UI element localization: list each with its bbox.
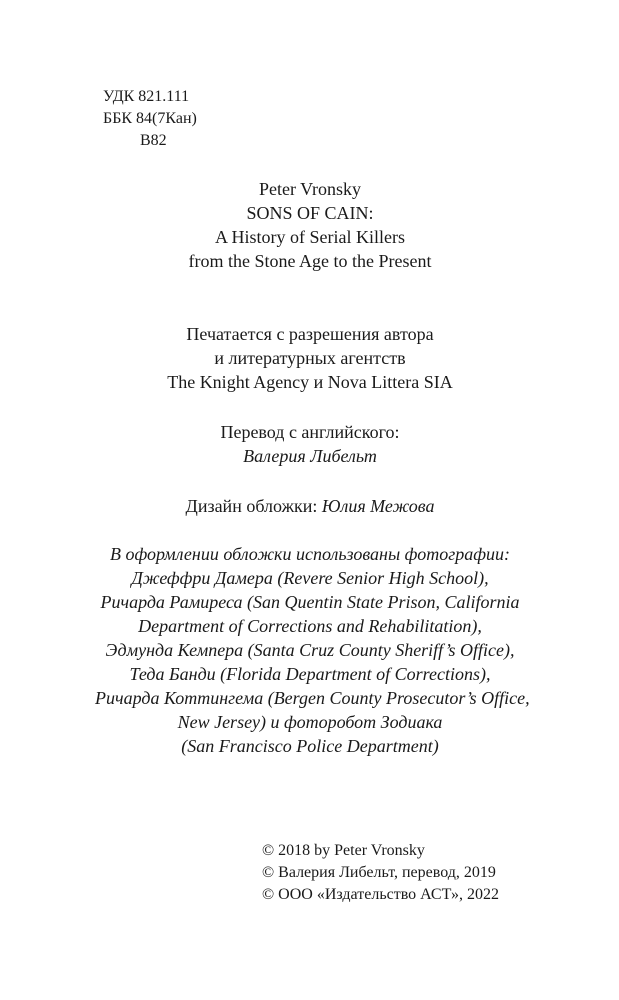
permission-line-3: The Knight Agency и Nova Littera SIA bbox=[167, 372, 453, 392]
photo-credit-line: Ричарда Рамиреса (San Quentin State Prison, California bbox=[100, 592, 520, 612]
classification-codes bbox=[103, 86, 197, 152]
permission-line-1: Печатается с разрешения автора bbox=[186, 324, 434, 344]
photo-credit-line: В оформлении обложки использованы фотографии: bbox=[109, 544, 510, 564]
cover-photo-credits bbox=[95, 542, 530, 758]
photo-credit-line: Эдмунда Кемпера (Santa Cruz County Sheriff’s Office), bbox=[105, 640, 515, 660]
permission-notice bbox=[100, 322, 520, 394]
original-title-block bbox=[100, 177, 520, 273]
udk-code: УДК 821.111 bbox=[103, 88, 190, 105]
photo-credit-line: Теда Банди (Florida Department of Corrections), bbox=[129, 664, 491, 684]
copyright-author: © 2018 by Peter Vronsky bbox=[262, 842, 425, 859]
photo-credit-line: Ричарда Коттингема (Bergen County Prosecutor’s Office, bbox=[95, 688, 530, 708]
cover-design-label: Дизайн обложки: bbox=[185, 496, 318, 516]
copyright-translation: © Валерия Либельт, перевод, 2019 bbox=[262, 864, 496, 881]
photo-credit-line: New Jersey) и фоторобот Зодиака bbox=[177, 712, 443, 732]
original-title: SONS OF CAIN: bbox=[246, 203, 374, 223]
author-sign-code: В82 bbox=[140, 132, 167, 149]
cover-designer-name: Юлия Межова bbox=[321, 496, 435, 516]
permission-line-2: и литературных агентств bbox=[214, 348, 406, 368]
copyright-notice bbox=[262, 840, 499, 906]
photo-credit-line: (San Francisco Police Department) bbox=[181, 736, 439, 756]
translation-label: Перевод с английского: bbox=[220, 422, 400, 442]
copyright-publisher: © ООО «Издательство АСТ», 2022 bbox=[262, 886, 499, 903]
translator-name: Валерия Либельт bbox=[243, 446, 377, 466]
original-subtitle-line-2: from the Stone Age to the Present bbox=[188, 251, 432, 271]
photo-credit-line: Джеффри Дамера (Revere Senior High School), bbox=[131, 568, 489, 588]
bbk-code: ББК 84(7Кан) bbox=[103, 110, 197, 127]
photo-credit-line: Department of Corrections and Rehabilitation), bbox=[138, 616, 482, 636]
cover-design-credit bbox=[100, 494, 520, 518]
original-author: Peter Vronsky bbox=[258, 179, 362, 199]
original-subtitle-line-1: A History of Serial Killers bbox=[215, 227, 405, 247]
translation-credit bbox=[100, 420, 520, 468]
